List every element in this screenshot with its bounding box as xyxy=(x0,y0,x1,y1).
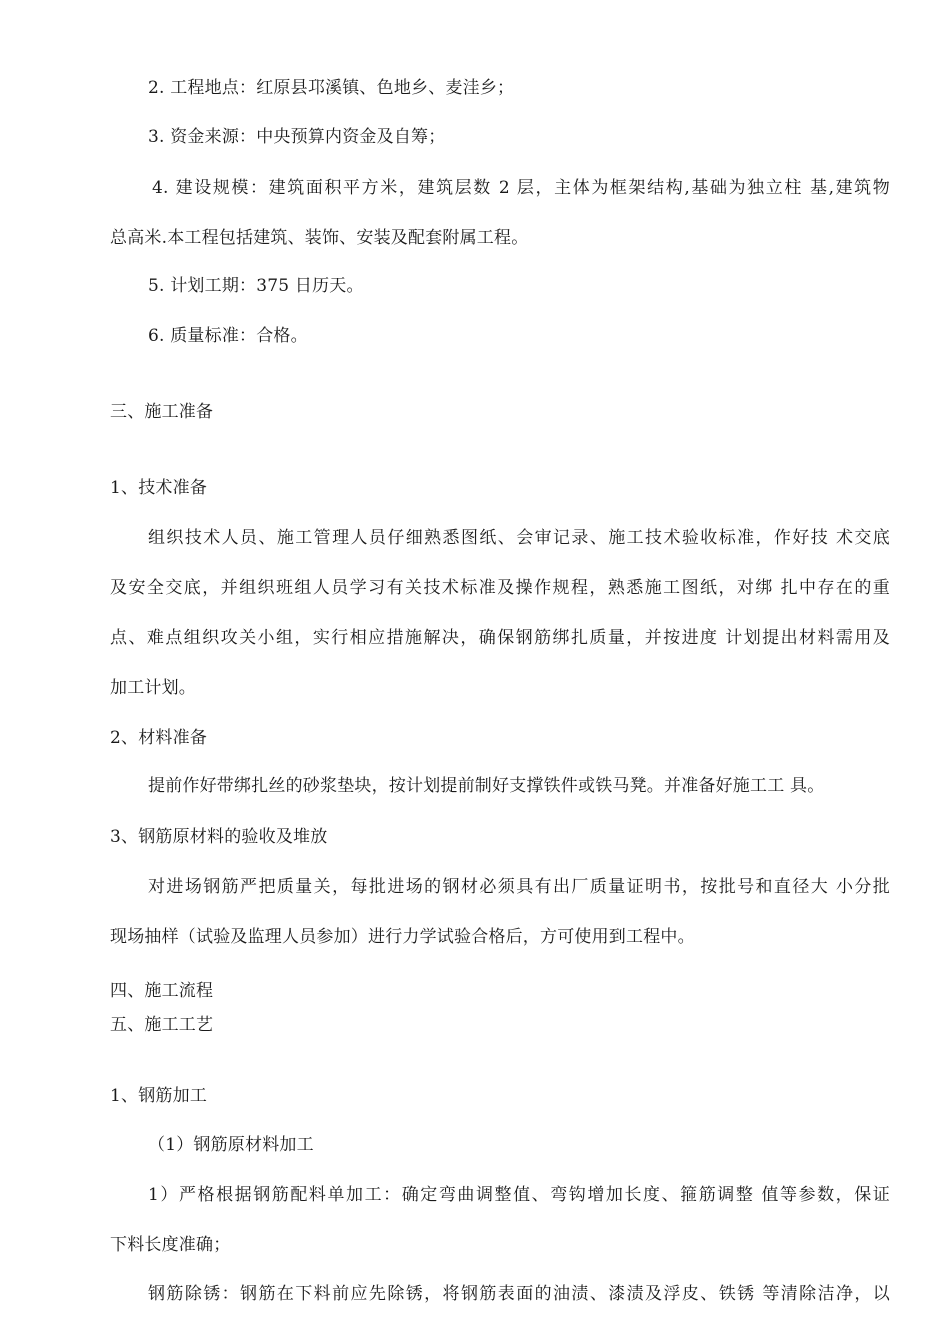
subheading-rebar-acceptance: 3、钢筋原材料的验收及堆放 xyxy=(110,827,328,847)
section-heading-process: 五、施工工艺 xyxy=(110,1015,214,1035)
paragraph-line: 现场抽样（试验及监理人员参加）进行力学试验合格后，方可使用到工程中。 xyxy=(110,927,695,947)
section-heading-preparation: 三、施工准备 xyxy=(110,402,214,422)
paragraph-line: 钢筋除锈：钢筋在下料前应先除锈，将钢筋表面的油渍、漆渍及浮皮、铁锈 等清除洁净，以 xyxy=(148,1284,890,1304)
item-schedule: 5. 计划工期：375 日历天。 xyxy=(148,276,364,296)
paragraph-line: 下料长度准确； xyxy=(110,1235,231,1255)
subheading-material-preparation: 2、材料准备 xyxy=(110,728,208,748)
paragraph-line: 提前作好带绑扎丝的砂浆垫块，按计划提前制好支撑铁件或铁马凳。并准备好施工工 具。 xyxy=(148,776,825,796)
paragraph-line: 及安全交底，并组织班组人员学习有关技术标准及操作规程，熟悉施工图纸，对绑 扎中存在的重 xyxy=(110,578,890,598)
paragraph-line: 加工计划。 xyxy=(110,678,196,698)
item-location: 2. 工程地点：红原县邛溪镇、色地乡、麦洼乡； xyxy=(148,78,515,98)
paragraph-line: 点、难点组织攻关小组，实行相应措施解决，确保钢筋绑扎质量，并按进度 计划提出材料需用及 xyxy=(110,628,890,648)
item-funding: 3. 资金来源：中央预算内资金及自筹； xyxy=(148,127,446,147)
subsubheading-raw-material-processing: （1）钢筋原材料加工 xyxy=(148,1135,314,1155)
subheading-technical-preparation: 1、技术准备 xyxy=(110,478,208,498)
paragraph-line: 对进场钢筋严把质量关，每批进场的钢材必须具有出厂质量证明书，按批号和直径大 小分批 xyxy=(148,877,890,897)
section-heading-flow: 四、施工流程 xyxy=(110,981,214,1001)
item-quality: 6. 质量标准：合格。 xyxy=(148,326,308,346)
paragraph-line: 组织技术人员、施工管理人员仔细熟悉图纸、会审记录、施工技术验收标准，作好技 术交底 xyxy=(148,528,890,548)
paragraph-line: 1）严格根据钢筋配料单加工：确定弯曲调整值、弯钩增加长度、箍筋调整 值等参数，保证 xyxy=(148,1185,890,1205)
item-scale-line1: 4. 建设规模：建筑面积平方米，建筑层数 2 层，主体为框架结构,基础为独立柱 基,建筑物 xyxy=(152,178,890,198)
subheading-rebar-processing: 1、钢筋加工 xyxy=(110,1086,208,1106)
item-scale-line2: 总高米.本工程包括建筑、装饰、安装及配套附属工程。 xyxy=(110,228,529,248)
